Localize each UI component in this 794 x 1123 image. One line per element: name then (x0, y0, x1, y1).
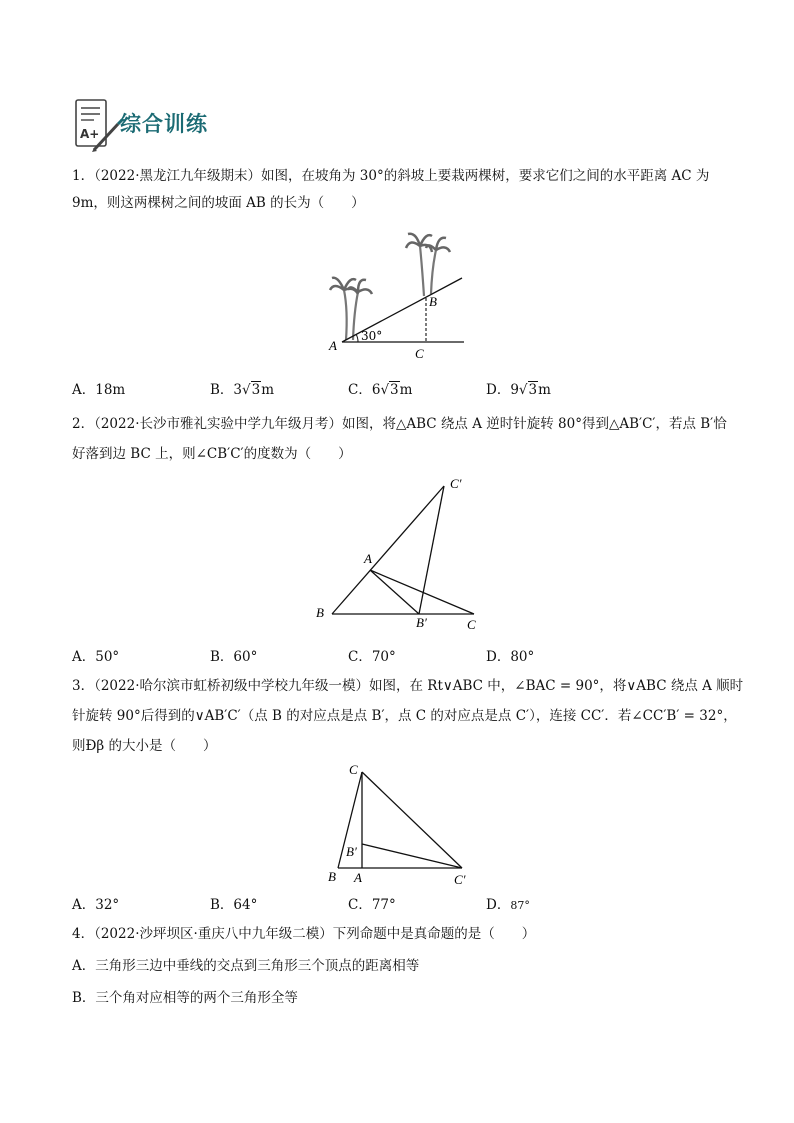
label-A: A (364, 551, 372, 566)
angle-label: 30° (361, 329, 383, 343)
option-value: 32° (95, 897, 120, 913)
q1-option-c[interactable] (348, 378, 412, 398)
option-value: 60° (233, 649, 258, 665)
option-label: C． (348, 649, 372, 665)
sqrt-icon: √ (242, 382, 251, 398)
q2-option-c[interactable] (348, 645, 396, 665)
option-value: 87° (510, 899, 530, 912)
sqrt-icon: √ (518, 382, 528, 398)
label-C: C (415, 346, 424, 361)
option-label: A． (72, 897, 96, 913)
label-B-prime: B′ (416, 615, 427, 630)
option-value: 77° (371, 897, 396, 913)
q4-line1: 4．（2022·沙坪坝区·重庆八中九年级二模）下列命题中是真命题的是（ ） (72, 926, 536, 942)
q2-option-b[interactable] (210, 645, 257, 665)
option-label: D． (486, 382, 511, 398)
option-value: 70° (371, 649, 396, 665)
option-value: 64° (233, 897, 258, 913)
sqrt-icon: √ (380, 382, 390, 398)
option-label: D． (486, 649, 511, 665)
q3-line2: 针旋转 90°后得到的∨AB′C′（点 B 的对应点是点 B′，点 C 的对应点是点 C′），连接 CC′．若∠CC′B′ = 32°， (72, 708, 737, 724)
svg-text:A+: A+ (80, 127, 100, 141)
label-B: B (316, 605, 324, 620)
label-C: C (467, 617, 476, 632)
label-C-prime: C′ (450, 476, 462, 491)
q3-line1: 3．（2022·哈尔滨市虹桥初级中学校九年级一模）如图，在 Rt∨ABC 中，∠BAC = 90°，将∨ABC 绕点 A 顺时 (72, 678, 744, 694)
q3-option-b[interactable] (210, 893, 257, 913)
option-coef: 9 (510, 382, 519, 398)
q1-option-a[interactable] (72, 378, 125, 398)
q3-figure (322, 760, 482, 890)
angle-arc (356, 334, 358, 342)
option-radicand: 3 (251, 382, 261, 398)
section-title: 综合训练 (120, 112, 208, 136)
option-radicand: 3 (528, 382, 538, 398)
palm-tree-icon (406, 234, 450, 296)
q2-option-d[interactable] (486, 645, 534, 665)
q3-option-c[interactable] (348, 893, 396, 913)
q1-line2: 9m，则这两棵树之间的坡面 AB 的长为（ ） (72, 195, 365, 211)
q4-statement-a[interactable]: A．三角形三边中垂线的交点到三角形三个顶点的距离相等 (72, 958, 420, 974)
label-C: C (349, 762, 358, 777)
option-value: 18m (95, 382, 126, 398)
option-label: D． (486, 897, 511, 913)
option-value: 50° (95, 649, 120, 665)
q2-line2: 好落到边 BC 上，则∠CB′C′的度数为（ ） (72, 446, 352, 462)
q2-figure (312, 474, 492, 634)
option-unit: m (261, 382, 275, 398)
option-radicand: 3 (390, 382, 399, 398)
option-unit: m (399, 382, 413, 398)
option-label: A． (72, 649, 96, 665)
q2-line1: 2．（2022·长沙市雅礼实验中学九年级月考）如图，将△ABC 绕点 A 逆时针旋转 80°得到△AB′C′，若点 B′恰 (72, 416, 727, 432)
option-unit: m (538, 382, 551, 398)
label-B-prime: B′ (346, 844, 357, 859)
section-header (72, 96, 232, 156)
q3-option-d[interactable] (486, 893, 530, 913)
label-C-prime: C′ (454, 872, 466, 887)
option-label: B． (210, 382, 234, 398)
q4-statement-b[interactable]: B．三个角对应相等的两个三角形全等 (72, 990, 298, 1006)
option-label: B． (210, 897, 234, 913)
option-label: A． (72, 382, 96, 398)
q3-line3: 则Ðβ 的大小是（ ） (72, 738, 217, 754)
option-label: C． (348, 897, 372, 913)
q1-line1: 1．（2022·黑龙江九年级期末）如图，在坡角为 30°的斜坡上要栽两棵树，要求它们之间的水平距离 AC 为 (72, 168, 710, 184)
option-coef: 6 (371, 382, 381, 398)
slope-line (342, 278, 462, 342)
option-coef: 3 (233, 382, 243, 398)
label-A: A (329, 338, 337, 353)
option-value: 80° (510, 649, 535, 665)
option-label: C． (348, 382, 372, 398)
label-B: B (328, 869, 336, 884)
label-A: A (354, 870, 362, 885)
option-label: B． (210, 649, 234, 665)
q1-option-d[interactable] (486, 378, 551, 398)
q1-figure (328, 230, 468, 360)
label-B: B (429, 294, 437, 309)
q2-option-a[interactable] (72, 645, 119, 665)
q3-option-a[interactable] (72, 893, 119, 913)
q1-option-b[interactable] (210, 378, 274, 398)
